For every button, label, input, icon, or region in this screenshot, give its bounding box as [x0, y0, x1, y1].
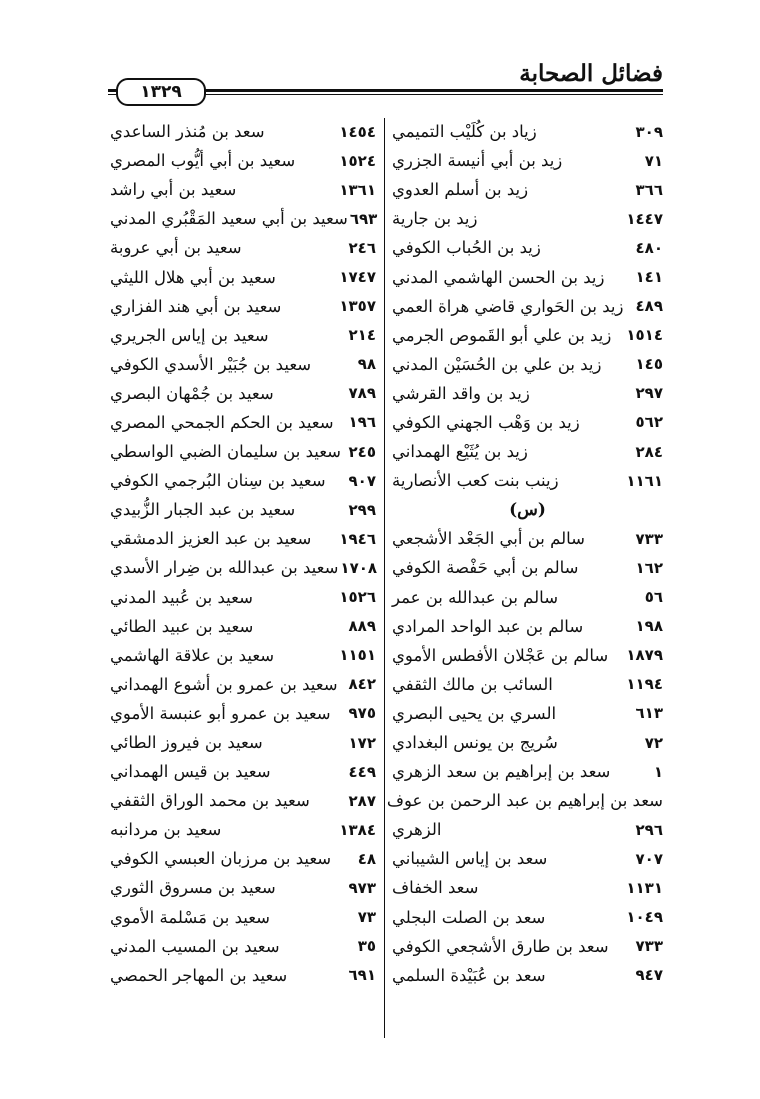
entry-name: سعد بن الصلت البجلي: [392, 907, 546, 927]
entry-number: ٩٨: [357, 355, 376, 374]
entry-number: ٩٤٧: [635, 966, 663, 985]
index-entry: [392, 873, 663, 902]
entry-name: سعيد بن أبي هند الفزاري: [110, 296, 282, 316]
entry-number: ١٤١: [635, 268, 663, 287]
entry-number: ١١٩٤: [626, 675, 663, 694]
entry-number: ١٩٨: [635, 617, 663, 636]
entry-name: السائب بن مالك الثقفي: [392, 674, 553, 694]
entry-name: سعيد بن مرزبان العبسي الكوفي: [110, 849, 332, 869]
entry-name: سعيد بن أبي سعيد المَقْبُري المدني: [110, 209, 348, 229]
entry-name: زياد بن كُلَيْب التميمي: [392, 122, 537, 142]
entry-name: سعيد بن أبي هلال الليثي: [110, 267, 276, 287]
entry-name: زيد بن الحُباب الكوفي: [392, 238, 541, 258]
index-entry: [110, 612, 376, 641]
entry-number: ٧٢: [644, 733, 663, 752]
index-entry: [110, 553, 376, 582]
entry-number: ١١٣١: [626, 878, 663, 897]
index-entry: [110, 117, 376, 146]
index-entry: [110, 815, 376, 844]
entry-number: ٢٩٦: [635, 820, 663, 839]
entry-name: زيد بن علي بن الحُسَيْن المدني: [392, 354, 602, 374]
index-entry: [392, 612, 663, 641]
entry-number: ٢٨٤: [635, 442, 663, 461]
entry-name: زيد بن أسلم العدوي: [392, 180, 529, 200]
entry-name: سعد بن عُبَيْدة السلمي: [392, 965, 546, 985]
entry-number: ٣٦٦: [635, 180, 663, 199]
entry-number: ١٦٢: [635, 558, 663, 577]
index-entry: [110, 786, 376, 815]
index-entry: [392, 117, 663, 146]
entry-name: سعيد بن مسروق الثوري: [110, 878, 276, 898]
entry-name: زيد بن وَهْب الجهني الكوفي: [392, 412, 580, 432]
entry-name: سعيد بن إياس الجريري: [110, 325, 269, 345]
index-entry: [110, 379, 376, 408]
section-letter: (س): [509, 499, 546, 520]
entry-number: ١: [653, 762, 663, 781]
entry-name: سالم بن عَجْلان الأفطس الأموي: [392, 645, 609, 665]
entry-number: ٧٣: [357, 908, 376, 927]
entry-name: سعيد بن محمد الوراق الثقفي: [110, 791, 310, 811]
entry-name: سالم بن عبد الواحد المرادي: [392, 616, 584, 636]
entry-name: سعيد بن عُبيد المدني: [110, 587, 253, 607]
entry-number: ٧٠٧: [635, 849, 663, 868]
entry-name: سعيد بن عبيد الطائي: [110, 616, 254, 636]
entry-number: ٨٨٩: [348, 617, 376, 636]
index-entry: [392, 728, 663, 757]
index-entry: [392, 262, 663, 291]
index-entry: [110, 233, 376, 262]
index-entry: [392, 437, 663, 466]
entry-number: ١٧٢: [348, 733, 376, 752]
entry-number: ٧١: [644, 151, 663, 170]
entry-number: ٤٨٠: [635, 238, 663, 257]
entry-name: سعيد بن عبد الجبار الزُّبيدي: [110, 500, 296, 520]
index-entry: [110, 146, 376, 175]
index-entry: [110, 524, 376, 553]
entry-number: ١١٥١: [339, 646, 376, 665]
entry-name: زيد بن جارية: [392, 209, 478, 229]
entry-number: ١٠٤٩: [626, 908, 663, 927]
index-entry: [392, 379, 663, 408]
entry-number: ٣٥: [357, 937, 376, 956]
index-entry: [392, 932, 663, 961]
entry-number: ١٩٦: [348, 413, 376, 432]
index-entry: [110, 583, 376, 612]
entry-name: سعيد بن أبي عروبة: [110, 238, 242, 258]
index-entry: [110, 292, 376, 321]
entry-number: ٦٩١: [348, 966, 376, 985]
entry-name: زيد بن أبي أنيسة الجزري: [392, 151, 563, 171]
page-title: فضائل الصحابة: [519, 60, 663, 87]
page-number-badge: ١٣٢٩: [116, 78, 206, 106]
entry-number: ٩٠٧: [348, 471, 376, 490]
entry-number: ٢٩٧: [635, 384, 663, 403]
index-entry: [110, 466, 376, 495]
entry-number: ٨٤٢: [348, 675, 376, 694]
entry-number: ٢٤٦: [348, 238, 376, 257]
index-entry: [392, 903, 663, 932]
index-entry: [392, 204, 663, 233]
entry-name: سعيد بن جُبَيْر الأسدي الكوفي: [110, 354, 312, 374]
entry-number: ٢٨٧: [348, 791, 376, 810]
index-entry: [392, 670, 663, 699]
entry-name: سعيد بن علاقة الهاشمي: [110, 645, 275, 665]
entry-name: سعد بن مُنذر الساعدي: [110, 122, 265, 142]
entry-number: ٤٤٩: [348, 762, 376, 781]
index-entry: [392, 146, 663, 175]
entry-number: ٤٨٩: [635, 297, 663, 316]
entry-number: ٧٨٩: [348, 384, 376, 403]
index-column-right: [386, 117, 663, 990]
entry-name: زيد بن يُثَيْع الهمداني: [392, 442, 528, 462]
entry-name: سعيد بن فيروز الطائي: [110, 733, 263, 753]
entry-name: زيد بن واقد القرشي: [392, 383, 530, 403]
entry-number: ٦١٣: [635, 704, 663, 723]
entry-number: ١٨٧٩: [626, 646, 663, 665]
index-entry: [110, 262, 376, 291]
index-entry: [392, 233, 663, 262]
entry-name: سعيد بن سِنان البُرجمي الكوفي: [110, 471, 326, 491]
index-entry: [110, 699, 376, 728]
entry-number: ٢١٤: [348, 326, 376, 345]
entry-name: سعيد بن الحكم الجمحي المصري: [110, 412, 334, 432]
entry-name: زيد بن علي أبو القَموص الجرمي: [392, 325, 612, 345]
entry-number: ١٩٤٦: [339, 529, 376, 548]
entry-name: سعيد بن المسيب المدني: [110, 936, 280, 956]
index-entry: [110, 873, 376, 902]
entry-number: ٥٦٢: [635, 413, 663, 432]
index-entry: [392, 466, 663, 495]
index-entry: [392, 815, 663, 844]
index-entry: [392, 495, 663, 524]
entry-name: زيد بن الحَواري قاضي هراة العمي: [392, 296, 624, 316]
index-entry: [392, 699, 663, 728]
entry-number: ١٧٠٨: [340, 558, 378, 577]
entry-name: سعد بن إياس الشيباني: [392, 849, 548, 869]
entry-name: سالم بن أبي الجَعْد الأشجعي: [392, 529, 585, 549]
entry-name: الزهري: [392, 820, 442, 840]
index-entry: [392, 321, 663, 350]
entry-number: ١٥٢٦: [339, 588, 376, 607]
entry-number: ١١٦١: [626, 471, 663, 490]
entry-name: زيد بن الحسن الهاشمي المدني: [392, 267, 605, 287]
index-entry: [392, 961, 663, 990]
entry-number: ١٣٦١: [339, 180, 376, 199]
index-entry: [386, 786, 663, 815]
entry-number: ٢٤٥: [348, 442, 376, 461]
index-entry: [392, 553, 663, 582]
entry-number: ٢٩٩: [348, 500, 376, 519]
entry-number: ١٤٥٤: [339, 122, 376, 141]
entry-name: سُريج بن يونس البغدادي: [392, 733, 558, 753]
entry-name: سالم بن أبي حَفْصة الكوفي: [392, 558, 579, 578]
entry-name: سعيد بن مردانبه: [110, 820, 222, 840]
index-entry: [110, 321, 376, 350]
index-entry: [110, 641, 376, 670]
entry-name: سعيد بن عمرو بن أشوع الهمداني: [110, 674, 338, 694]
entry-number: ٧٣٣: [635, 529, 663, 548]
page-header: [108, 52, 663, 102]
entry-name: سعيد بن عبد العزيز الدمشقي: [110, 529, 312, 549]
entry-name: سعيد بن أبي أيُّوب المصري: [110, 151, 296, 171]
index-entry: [392, 641, 663, 670]
entry-name: سعيد بن عبدالله بن ضِرار الأسدي: [110, 558, 339, 578]
index-entry: [110, 757, 376, 786]
entry-name: سالم بن عبدالله بن عمر: [392, 587, 559, 607]
entry-number: ١٥٢٤: [339, 151, 376, 170]
entry-number: ٩٧٣: [348, 878, 376, 897]
entry-number: ٥٦: [644, 588, 663, 607]
entry-name: سعد بن إبراهيم بن عبد الرحمن بن عوف: [386, 791, 663, 811]
entry-number: ١٣٥٧: [339, 297, 376, 316]
entry-name: سعيد بن جُمْهان البصري: [110, 383, 274, 403]
entry-name: السري بن يحيى البصري: [392, 703, 557, 723]
index-entry: [392, 292, 663, 321]
entry-name: سعد بن طارق الأشجعي الكوفي: [392, 936, 609, 956]
index-entry: [392, 350, 663, 379]
entry-number: ١٤٤٧: [626, 209, 663, 228]
index-entry: [392, 524, 663, 553]
index-entry: [110, 728, 376, 757]
index-entry: [110, 408, 376, 437]
entry-name: سعد بن إبراهيم بن سعد الزهري: [392, 762, 611, 782]
column-divider: [384, 118, 385, 1038]
entry-name: سعد الخفاف: [392, 878, 479, 898]
index-entry: [110, 903, 376, 932]
index-entry: [110, 495, 376, 524]
entry-name: سعيد بن المهاجر الحمصي: [110, 965, 288, 985]
index-entry: [110, 961, 376, 990]
index-entry: [110, 350, 376, 379]
entry-number: ٤٨: [357, 849, 376, 868]
entry-number: ٦٩٣: [349, 209, 378, 228]
index-entry: [392, 175, 663, 204]
entry-number: ١٧٤٧: [339, 268, 376, 287]
entry-name: سعيد بن قيس الهمداني: [110, 762, 271, 782]
entry-name: سعيد بن سليمان الضبي الواسطي: [110, 442, 341, 462]
index-column-left: [110, 117, 376, 990]
index-entry: [110, 175, 376, 204]
entry-number: ٩٧٥: [348, 704, 376, 723]
entry-name: زينب بنت كعب الأنصارية: [392, 471, 559, 491]
index-entry: [392, 408, 663, 437]
entry-name: سعيد بن أبي راشد: [110, 180, 237, 200]
index-entry: [392, 583, 663, 612]
entry-number: ٧٣٣: [635, 937, 663, 956]
entry-number: ١٥١٤: [626, 326, 663, 345]
index-entry: [110, 932, 376, 961]
entry-name: سعيد بن مَسْلمة الأموي: [110, 907, 270, 927]
index-entry: [392, 757, 663, 786]
index-entry: [392, 844, 663, 873]
entry-name: سعيد بن عمرو أبو عنبسة الأموي: [110, 703, 331, 723]
index-entry: [110, 204, 376, 233]
index-entry: [110, 844, 376, 873]
entry-number: ١٣٨٤: [339, 820, 376, 839]
index-entry: [110, 437, 376, 466]
entry-number: ١٤٥: [635, 355, 663, 374]
entry-number: ٣٠٩: [635, 122, 663, 141]
index-entry: [110, 670, 376, 699]
